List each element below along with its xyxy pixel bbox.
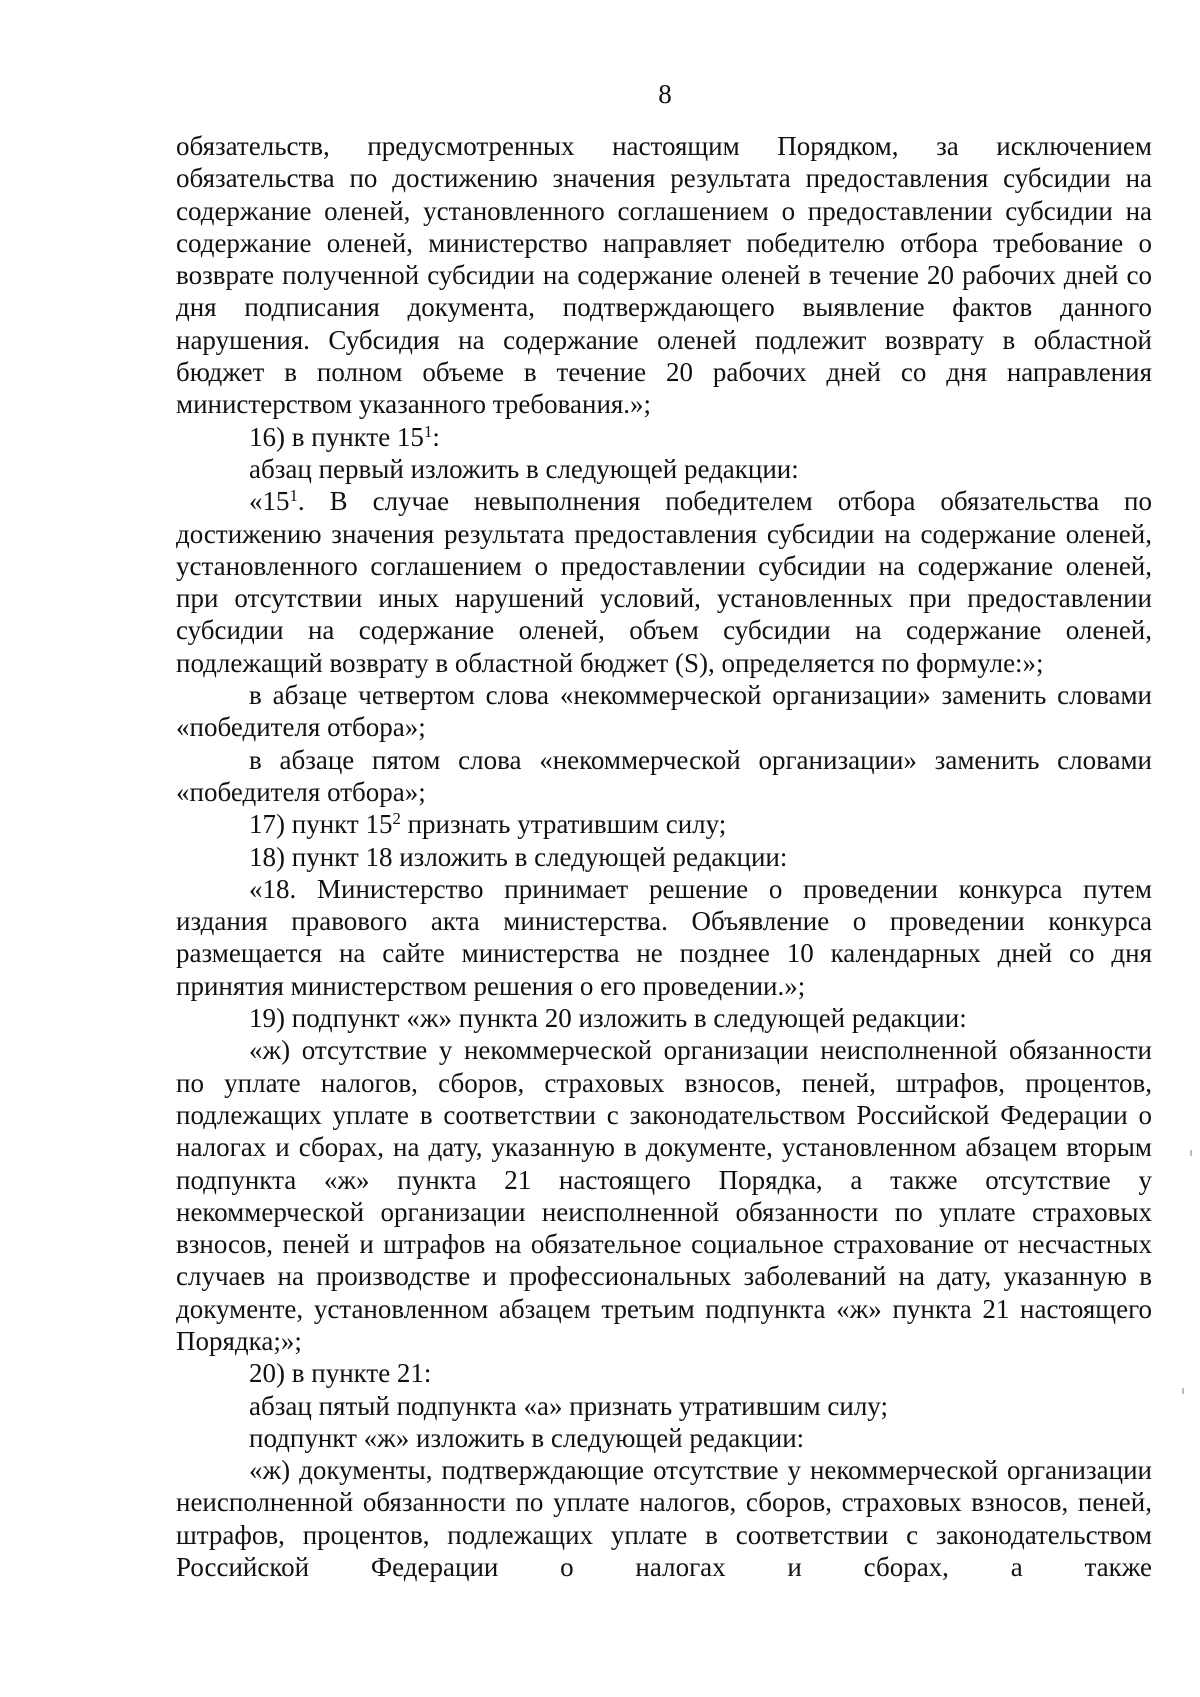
paragraph-p-abzac-5 [176, 744, 1152, 809]
text-segment: абзац первый изложить в следующей редакции: [249, 453, 799, 484]
text-segment: 17) пункт 15 [249, 809, 393, 840]
text-segment: обязательств, предусмотренных настоящим Порядком, за исключением обязательства по достижению значения результата предоставления субсидии на содержание оленей, установленного соглашением о предоставлении субсидии на содержание оленей, министерство направляет победителю отбора требование о возврате полученной субсидии на содержание оленей в течение 20 рабочих дней со дня подписания документа, подтверждающего выявление фактов данного нарушения. Субсидия на содержание оленей подлежит возврату в областной бюджет в полном объеме в течение 20 рабочих дней со дня направления министерством указанного требования.»; [176, 131, 1152, 420]
superscript: 2 [392, 809, 401, 829]
paragraph-p-item-19-text [176, 1034, 1152, 1357]
paragraph-p-abzac-4 [176, 679, 1152, 744]
text-segment: : [432, 421, 440, 452]
text-segment: в абзаце четвертом слова «некоммерческой организации» заменить словами «победителя отбора»; [176, 680, 1152, 743]
paragraph-p-item-20-zh-text [176, 1454, 1152, 1583]
paragraph-p-item-16 [176, 421, 1152, 453]
text-segment: признать утратившим силу; [400, 809, 727, 840]
superscript: 1 [423, 421, 433, 441]
text-segment: «18. Министерство принимает решение о проведении конкурса путем издания правового акта министерства. Объявление о проведении конкурса размещается на сайте министерства не позднее 10 календарных дней со дня принятия министерством решения о его проведении.»; [176, 873, 1152, 1001]
text-segment: «ж) документы, подтверждающие отсутствие у некоммерческой организации неисполненной обязанности по уплате налогов, сборов, страховых взносов, пеней, штрафов, процентов, подлежащих уплате в соответствии с законодательством Российской Федерации о налогах и сборах, а также [176, 1455, 1152, 1583]
paragraph-p-item-20-zh [176, 1422, 1152, 1454]
paragraph-p-item-18-text [176, 873, 1152, 1002]
superscript: 1 [289, 486, 298, 506]
text-segment: подпункт «ж» изложить в следующей редакции: [249, 1422, 805, 1453]
text-segment: абзац пятый подпункта «а» признать утратившим силу; [249, 1390, 888, 1421]
text-segment: 20) в пункте 21: [249, 1358, 432, 1389]
paragraph-p-item-20-a [176, 1390, 1152, 1422]
text-segment: 18) пункт 18 изложить в следующей редакции: [249, 841, 788, 872]
text-segment: 19) подпункт «ж» пункта 20 изложить в следующей редакции: [249, 1003, 967, 1034]
text-segment: 16) в пункте 15 [249, 421, 424, 452]
paragraph-p-item-20 [176, 1357, 1152, 1389]
text-segment: «ж) отсутствие у некоммерческой организации неисполненной обязанности по уплате налогов, сборов, страховых взносов, пеней, штрафов, процентов, подлежащих уплате в соответствии с законодательством Российской Федерации о налогах и сборах, на дату, указанную в документе, установленном абзацем вторым подпункта «ж» пункта 21 настоящего Порядка, а также отсутствие у некоммерческой организации неисполненной обязанности по уплате страховых взносов, пеней и штрафов на обязательное социальное страхование от несчастных случаев на производстве и профессиональных заболеваний на дату, указанную в документе, установленном абзацем третьим подпункта «ж» пункта 21 настоящего Порядка;»; [176, 1035, 1152, 1356]
paragraph-p-item-18 [176, 841, 1152, 873]
paragraph-p-item-15-1 [176, 485, 1152, 679]
scan-artifact [1182, 1388, 1184, 1394]
text-segment: «15 [249, 486, 290, 517]
document-body [176, 130, 1152, 1583]
paragraph-p-continuation [176, 130, 1152, 421]
paragraph-p-item-17 [176, 808, 1152, 840]
paragraph-p-item-19 [176, 1002, 1152, 1034]
paragraph-p-item-16-abzac [176, 453, 1152, 485]
page-number: 8 [658, 79, 672, 109]
text-segment: в абзаце пятом слова «некоммерческой организации» заменить словами «победителя отбора»; [176, 744, 1152, 807]
text-segment: . В случае невыполнения победителем отбора обязательства по достижению значения результата предоставления субсидии на содержание оленей, установленного соглашением о предоставлении субсидии на содержание оленей, при отсутствии иных нарушений условий, установленных при предоставлении субсидии на содержание оленей, объем субсидии на содержание оленей, подлежащий возврату в областной бюджет (S), определяется по формуле:»; [176, 486, 1152, 678]
scan-artifact [1190, 1150, 1192, 1156]
